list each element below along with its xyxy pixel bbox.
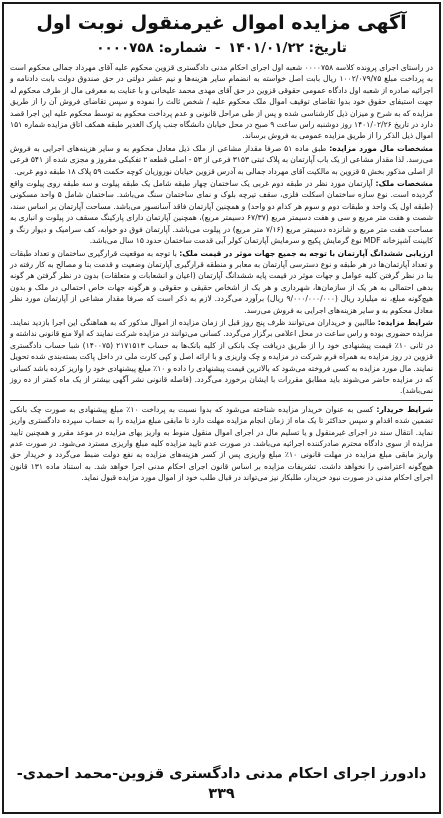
notice-reference-line <box>10 38 433 58</box>
property-details-text: طبق ماده ۵۱ صرفا مقدار مشاعی از ملک ذیل معادل محکوم به و سایر هزینه‌های اجرایی به فروش می‌رسد. لذا مقدار مشاعی از یک باب آپارتمان به پلاک ثبتی ۳۱۵۳ فرعی از ۵۳ - اصلی قطعه ۲ تفکیکی مفروز و مجزی شده از ۵۴۱ فرعی از اصلی مذکور بخش ۵ قزوین به مالکیت آقای مهرداد جمالی به آدرس قزوین خیابان نوروزیان کوچه حکمت ۵۹ پلاک ۱۸ طبقه دوم غربی. <box>10 143 433 176</box>
date-value: ۱۴۰۱/۰۱/۲۲ <box>228 40 304 56</box>
buyer-terms-text: کسی به عنوان خریدار مزایده شناخته می‌شود که بدوا نسبت به پرداخت ۱۰٪ مبلغ پیشنهادی به صورت چک بانکی تضمین شده اقدام و سپس حداکثر تا یک ماه از زمان انجام مزایده مهلت دارد تا مابقی مبلغ مزایده را به حساب سپرده دادگستری واریز نماید. انتقال سند در اجرای غیرمنقول و یا تسلیم مال در اجرای اموال منقول منوط به واریز بهای مزایده در موعد مقرر و همچنین تایید مزایده از سوی دادگاه محترم صادرکننده اجرائیه می‌باشد. در صورت عدم تایید مزایده کلیه مبلغ واریزی مسترد می‌شود. در صورت عدم واریز مابقی مبلغ مزایده در مهلت قانونی ۱۰٪ مبلغ واریزی پس از کسر هزینه‌های مزایده به نفع دولت ضبط می‌گردد و خریدار حق هیچ‌گونه اعتراضی را نخواهد داشت. تشریفات مزایده بر اساس قانون اجرای احکام مدنی اجرا خواهد شد. به استناد ماده ۱۳۱ قانون اجرای احکام مدنی در صورت نبود خریدار، طلبکار نیز می‌تواند در قبال طلب خود از اموال مورد مزایده قبول نماید. <box>10 404 434 483</box>
auction-terms-paragraph <box>10 317 433 397</box>
property-details-paragraph <box>10 143 433 177</box>
date-label: تاریخ: <box>308 40 347 56</box>
property-details-heading: مشخصات مال مورد مزایده: <box>329 143 433 153</box>
property-specs-text: آپارتمان مورد نظر در طبقه دوم غربی یک ساختمان چهار طبقه شامل یک طبقه پیلوت و سه طبقه روی پیلوت واقع گردیده است. نوع سازه ساختمان اسکلت فلزی، سقف تیرچه بلوک و نمای ساختمان سنگ می‌باشد. ساختمان شامل ۵ واحد مسکونی (طبقه اول یک واحد و طبقات دوم و سوم هر کدام دو واحد) و همچنین آپارتمان فاقد آسانسور می‌باشد. مساحت آپارتمان بر اساس سند، شصت و هفت متر مربع و سی و هفت دسیمتر مربع (۶۷/۳۷ دسیمتر مربع)، همچنین آپارتمان دارای پارکینگ مسقف در پیلوت و انباری به مساحت هفت متر مربع و شانزده دسیمتر مربع (۷/۱۶ متر مربع) در پیلوت می‌باشد. آپارتمان فوق دو خوابه، کف سرامیک و دیوار رنگ و کابینت آشپزخانه MDF نوع گرمایش پکیج و سرمایش آپارتمان کولر آبی قدمت ساختمان حدود ۱۵ سال می‌باشد. <box>10 179 433 246</box>
section-divider <box>10 400 433 401</box>
auction-terms-heading: شرایط مزایده: <box>377 317 433 327</box>
valuation-paragraph <box>10 248 433 316</box>
valuation-heading: ارزیابی ششدانگ آپارتمان با توجه به جمیع جهات موثر در قیمت ملک: <box>179 248 434 258</box>
valuation-text: با توجه به موقعیت قرارگیری ساختمان و تعداد طبقات و تعداد آپارتمان‌ها در هر طبقه و نوع دسترسی آپارتمان به معابر و منطقه قرارگیری آپارتمان وضعیت و قدمت بنا و مصالح به کار رفته در بنا در نظر گرفتن کلیه عوامل و جهات موثر در قیمت پایه ششدانگ آپارتمان (اعیان و انشعابات و متعلقات) بدون در نظر گرفتن هر گونه بدهی احتمالی به هر یک از سازمان‌ها، شهرداری و هر یک از اشخاص حقیقی و حقوقی و هرگونه جهات خاص احتمالی در ملک و بدون هیچ‌گونه مبلغ، نه میلیارد ریال (۹/۰۰۰/۰۰۰/۰۰۰ ریال) برآورد می‌گردد. لازم به ذکر است که صرفا مقدار مشاعی از آپارتمان مورد نظر معادل محکوم به و سایر هزینه‌های اجرایی به فروش می‌رسد. <box>10 248 433 315</box>
property-specs-paragraph <box>10 178 433 246</box>
buyer-terms-heading: شرایط خریدار: <box>376 404 434 414</box>
notice-title: آگهی مزایده اموال غیرمنقول نوبت اول <box>36 12 407 34</box>
property-specs-heading: مشخصات ملک: <box>375 179 433 189</box>
number-value: ۰۰۰۰۷۵۸ <box>96 40 154 56</box>
reference-separator: - <box>214 40 221 56</box>
intro-paragraph: در راستای اجرای پرونده کلاسه ۰۰۰۰۷۵۸ شعبه اول اجرای احکام مدنی دادگستری قزوین محکوم علیه آقای مهرداد جمالی محکوم است به پرداخت مبلغ ۱۰۰۲/۰۷۹/۷۵ ریال بابت اصل خواسته به انضمام سایر هزینه‌ها و نیم عشر دولتی در حق صندوق دولت بابت دادنامه و اجرائیه صادره از شعبه اول دادگاه عمومی حقوقی قزوین در حق آقای مهدی محمد علیخانی و با عنایت به معرفی مال از طرف محکوم له جهت استیفای حقوق خود بدوا تقاضای توقیف اموال ملک محکوم علیه / شخص ثالث را نموده و سپس تقاضای فروش آن را از طریق مزایده که به شرح و میزان ذیل کارشناسی شده و پس از طی مراحل قانونی و عدم پرداخت محکوم به توسط محکوم علیه این اجرا قصد دارد در تاریخ ۱۴۰۱/۰۲/۲۶ روز دوشنبه راس ساعت ۹ صبح در محل خیابان دانشگاه جنب پارک الغدیر طبقه همکف اتاق مزایده شماره ۱۵۱ اموال ذیل الذکر را از طریق مزایده عمومی به فروش برساند. <box>10 63 434 141</box>
buyer-terms-paragraph <box>10 404 433 484</box>
auction-notice <box>2 2 441 814</box>
signature-footer: دادورز اجرای احکام مدنی دادگستری قزوین-محمد احمدی- ۳۳۹ <box>16 766 427 802</box>
number-label: شماره: <box>158 40 208 56</box>
auction-terms-text: طالبین و خریداران می‌توانند ظرف پنج روز قبل از زمان مزایده از اموال مذکور که به هماهنگی این اجرا بازدید نمایند. مزایده حضوری بوده و راس ساعت در محل اعلامی برگزار می‌گردد. کسانی می‌توانند در مزایده شرکت نمایند که اولا منع قانونی نداشته و در ثانی ۱۰٪ قیمت پیشنهادی خود را از طریق دریافت چک بانکی از کلیه بانک‌ها به حساب ۲۱۷۱۵۱۳ (۱۴۰۰۷۵) شبا حساب دادگستری قزوین در روز مزایده به همراه فرم شرکت در مزایده و چک واریزی و با ارائه اصل و کپی کارت ملی در داخل پاکت بسته‌بندی شده تحویل نمایند. مال مورد مزایده به کسی فروخته می‌شود که بالاترین قیمت پیشنهادی را داده و ۱۰٪ مبلغ پیشنهادی خود را واریز کرده باشد کسانی که در مزایده حاضر می‌شوند باید مطابق مقررات با ایشان برخورد می‌گردد. (فاصله قانونی نشر آگهی بیشتر از یک ماه کمتر از ده روز نمی‌باشد). <box>10 317 434 396</box>
